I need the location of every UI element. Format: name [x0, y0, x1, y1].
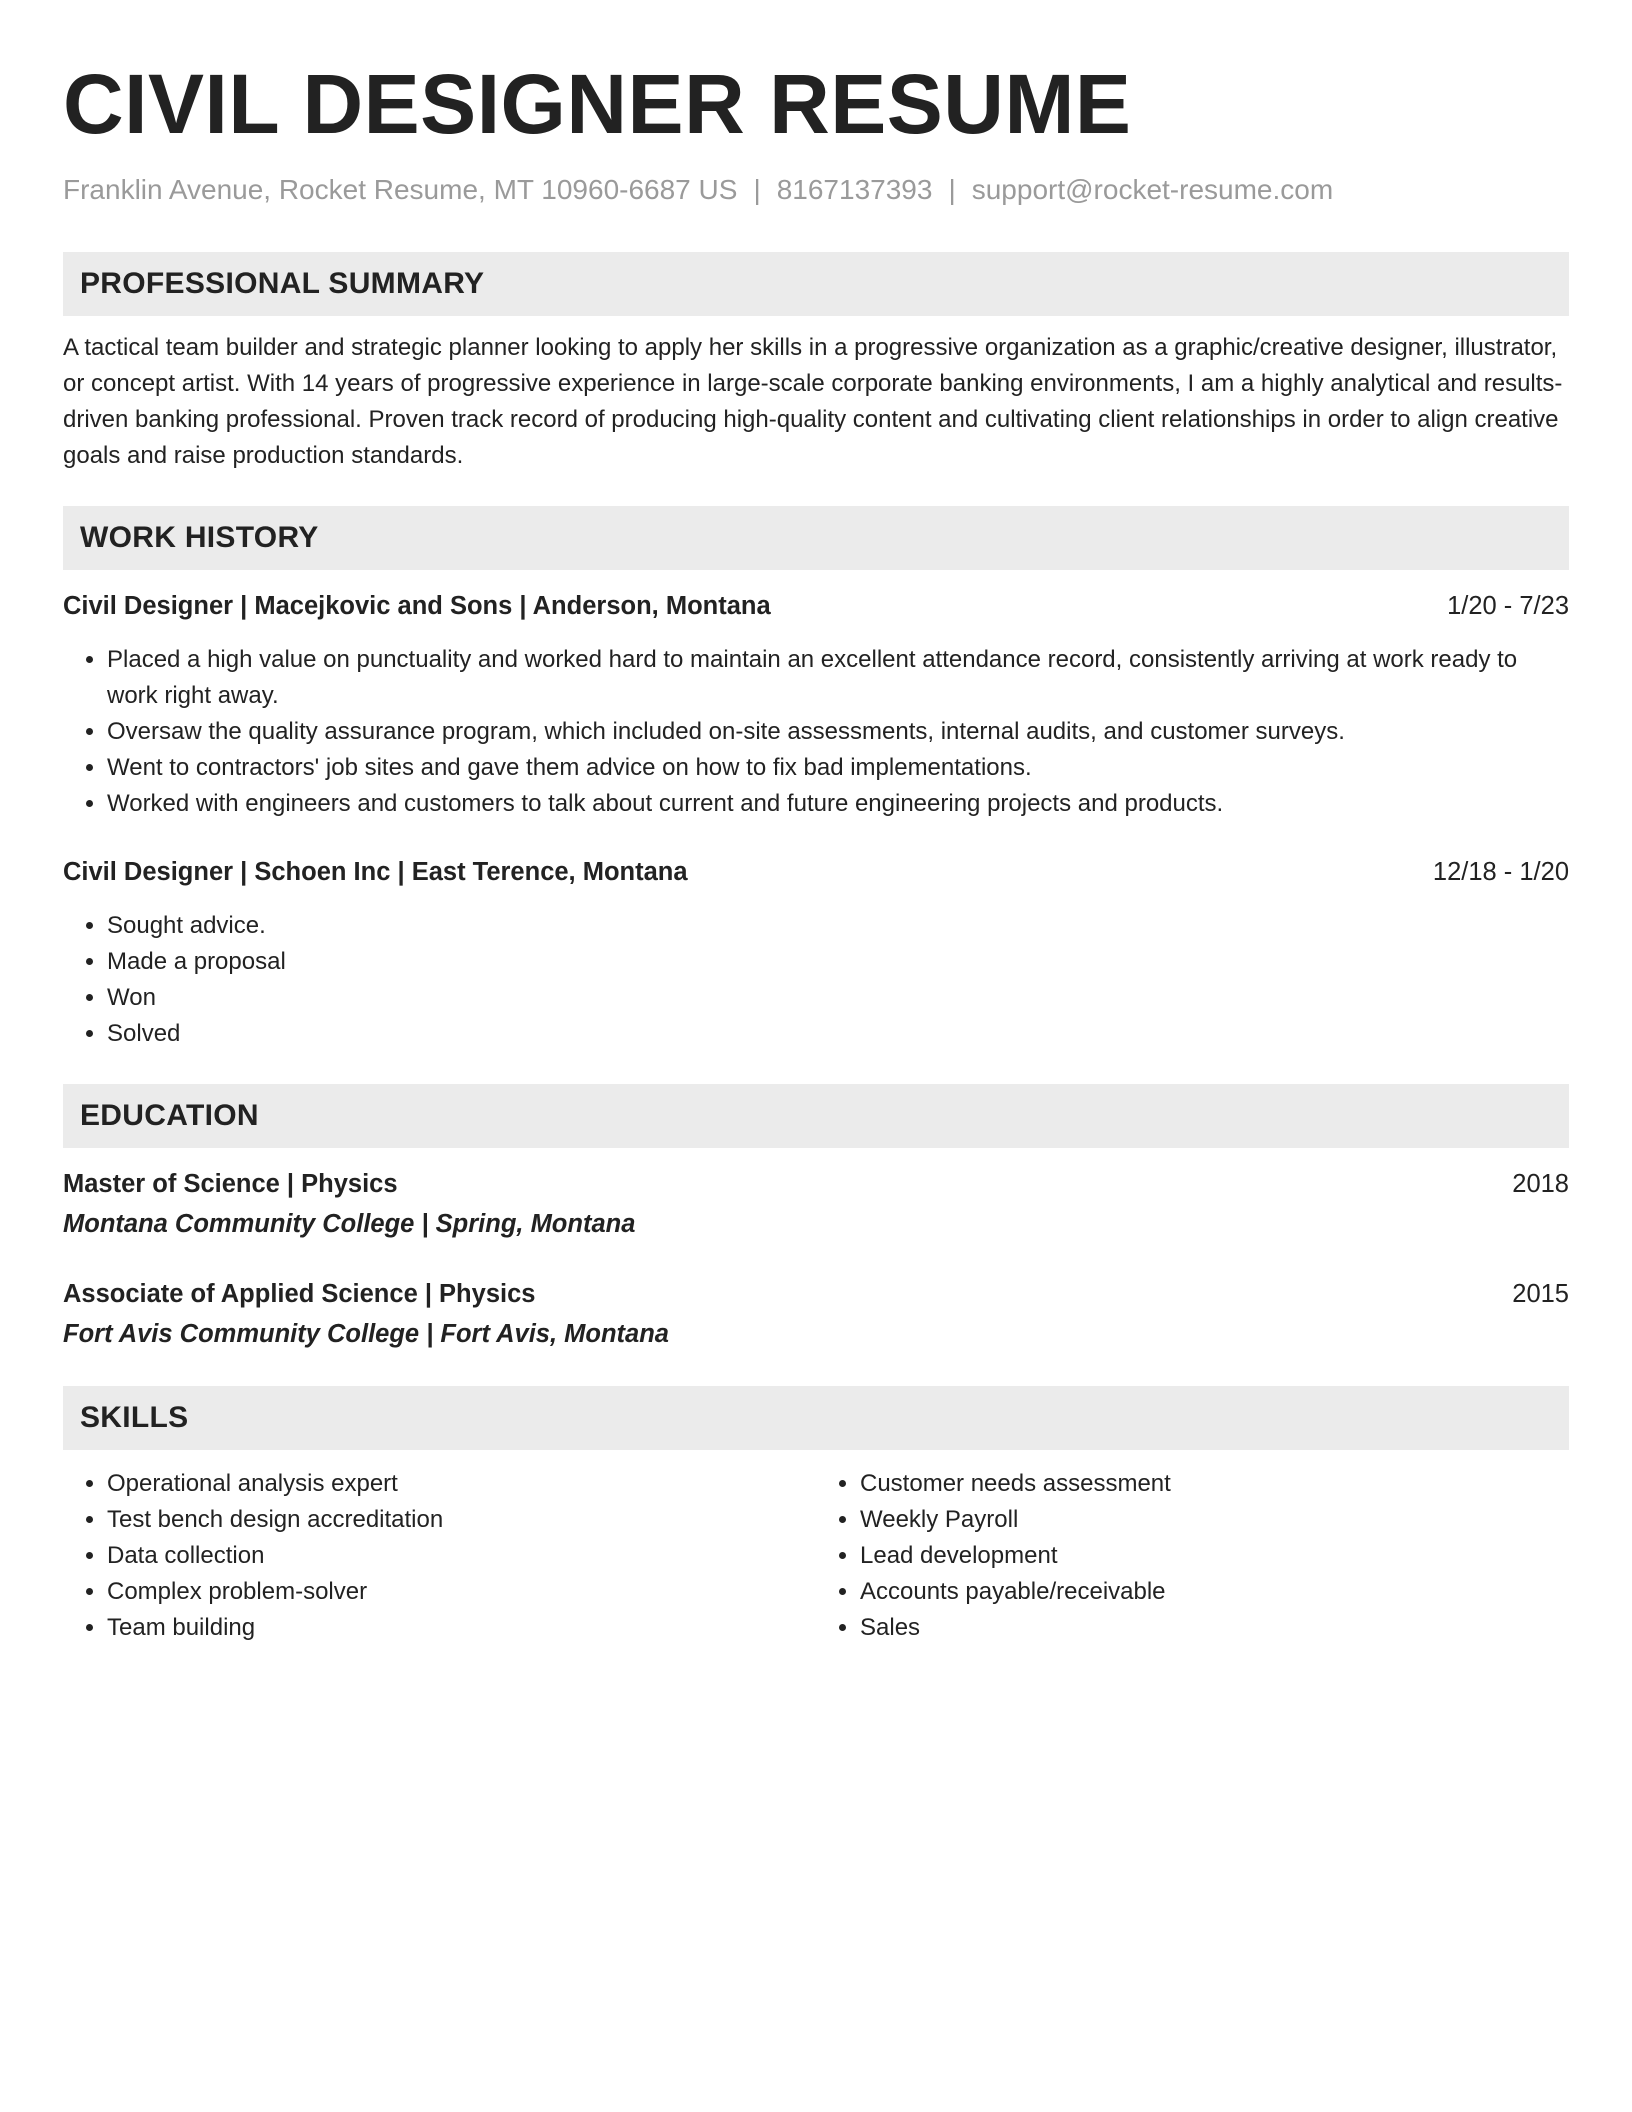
education-school: Fort Avis Community College | Fort Avis, Montana	[63, 1320, 669, 1348]
education-school: Montana Community College | Spring, Montana	[63, 1210, 636, 1238]
skill-item: • Lead development	[860, 1538, 1569, 1574]
contact-separator: |	[753, 174, 761, 205]
work-history-section	[63, 506, 1569, 1052]
contact-separator: |	[948, 174, 956, 205]
job-dates: 12/18 - 1/20	[1432, 858, 1569, 886]
section-heading-education: EDUCATION	[63, 1084, 1569, 1148]
contact-phone: 8167137393	[776, 174, 933, 205]
job-bullet: • Solved	[107, 1016, 1569, 1052]
contact-email: support@rocket-resume.com	[971, 174, 1334, 205]
job-bullet: • Made a proposal	[107, 944, 1569, 980]
job-dates: 1/20 - 7/23	[1447, 592, 1569, 620]
education-entry	[63, 1166, 1569, 1242]
job-bullet: • Worked with engineers and customers to talk about current and future engineering projects and products.	[107, 786, 1569, 822]
job-entry	[63, 588, 1569, 822]
skill-item: • Operational analysis expert	[107, 1466, 816, 1502]
job-bullet: • Won	[107, 980, 1569, 1016]
skill-item: • Accounts payable/receivable	[860, 1574, 1569, 1610]
education-entry	[63, 1276, 1569, 1352]
education-header	[63, 1276, 1569, 1312]
job-title: Civil Designer | Schoen Inc | East Terence, Montana	[63, 858, 688, 886]
skill-item: • Complex problem-solver	[107, 1574, 816, 1610]
education-section	[63, 1084, 1569, 1352]
job-header	[63, 854, 1569, 890]
contact-address: Franklin Avenue, Rocket Resume, MT 10960-6687 US	[63, 174, 738, 205]
job-bullet: • Sought advice.	[107, 908, 1569, 944]
summary-section	[63, 252, 1569, 474]
section-heading-summary: PROFESSIONAL SUMMARY	[63, 252, 1569, 316]
skill-item: • Customer needs assessment	[860, 1466, 1569, 1502]
skills-column-left	[63, 1466, 816, 1646]
section-heading-skills: SKILLS	[63, 1386, 1569, 1450]
contact-line	[63, 172, 1569, 208]
skill-item: • Data collection	[107, 1538, 816, 1574]
job-bullets	[63, 908, 1569, 1052]
skills-grid	[63, 1466, 1569, 1646]
education-degree: Master of Science | Physics	[63, 1170, 398, 1198]
education-header	[63, 1166, 1569, 1202]
job-header	[63, 588, 1569, 624]
summary-text: A tactical team builder and strategic planner looking to apply her skills in a progressive organization as a graphic/creative designer, illustrator, or concept artist. With 14 years of progressive experience in large-scale corporate banking environments, I am a highly analytical and results-driven banking professional. Proven track record of producing high-quality content and cultivating client relationships in order to align creative goals and raise production standards.	[63, 334, 1563, 469]
skill-item: • Team building	[107, 1610, 816, 1646]
skill-item: • Sales	[860, 1610, 1569, 1646]
education-year: 2015	[1512, 1280, 1569, 1308]
education-year: 2018	[1512, 1170, 1569, 1198]
job-bullet: • Placed a high value on punctuality and worked hard to maintain an excellent attendance record, consistently arriving at work ready to work right away.	[107, 642, 1569, 714]
job-bullet: • Oversaw the quality assurance program, which included on-site assessments, internal audits, and customer surveys.	[107, 714, 1569, 750]
skill-item: • Weekly Payroll	[860, 1502, 1569, 1538]
skills-section	[63, 1386, 1569, 1646]
resume-title: CIVIL DESIGNER RESUME	[63, 57, 1132, 151]
education-degree: Associate of Applied Science | Physics	[63, 1280, 536, 1308]
job-entry	[63, 854, 1569, 1052]
job-bullets	[63, 642, 1569, 822]
section-heading-work-history: WORK HISTORY	[63, 506, 1569, 570]
job-title: Civil Designer | Macejkovic and Sons | Anderson, Montana	[63, 592, 771, 620]
skill-item: • Test bench design accreditation	[107, 1502, 816, 1538]
skills-column-right	[816, 1466, 1569, 1646]
job-bullet: • Went to contractors' job sites and gave them advice on how to fix bad implementations.	[107, 750, 1569, 786]
